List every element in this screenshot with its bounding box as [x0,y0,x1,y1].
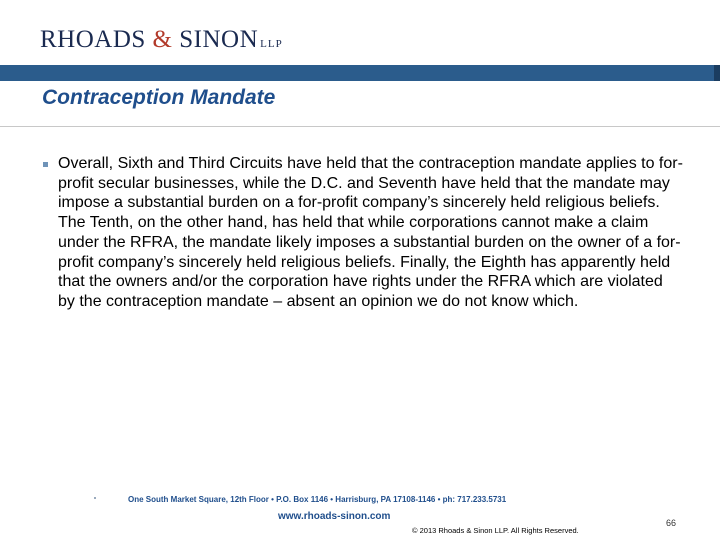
footer-website-link[interactable]: www.rhoads-sinon.com [278,511,391,522]
bullet-marker-icon [43,162,48,167]
logo-name-sinon: SINON [179,26,259,53]
bullet-text: Overall, Sixth and Third Circuits have held that the contraception mandate applies to for-profit secular businesses, while the D.C. and Seventh have held that the mandate may impose a substantial burden on a for-profit company’s sincerely held religious beliefs. The Tenth, on the other hand, has held that while corporations cannot make a claim under the RFRA, the mandate likely imposes a substantial burden on the owner of a for-profit company’s sincerely held religious beliefs. Finally, the Eighth has apparently held that the owners and/or the corporation have rights under the RFRA which are violated by the contraception mandate – absent an opinion we do not know which. [58,155,683,310]
firm-logo [40,26,283,54]
header-band-accent [714,65,720,81]
logo-name-rhoads: RHOADS [40,26,146,53]
copyright-notice: © 2013 Rhoads & Sinon LLP. All Rights Reserved. [412,526,579,535]
bullet-item [43,154,683,312]
footer-dot [94,497,96,499]
header-band [0,65,720,81]
logo-ampersand: & [152,26,173,53]
footer-address: One South Market Square, 12th Floor • P.O. Box 1146 • Harrisburg, PA 17108-1146 • ph: 717.233.5731 [128,495,507,504]
slide-title: Contraception Mandate [42,86,276,109]
page-number: 66 [666,518,677,528]
logo-suffix: LLP [260,38,283,50]
title-divider [0,126,720,127]
